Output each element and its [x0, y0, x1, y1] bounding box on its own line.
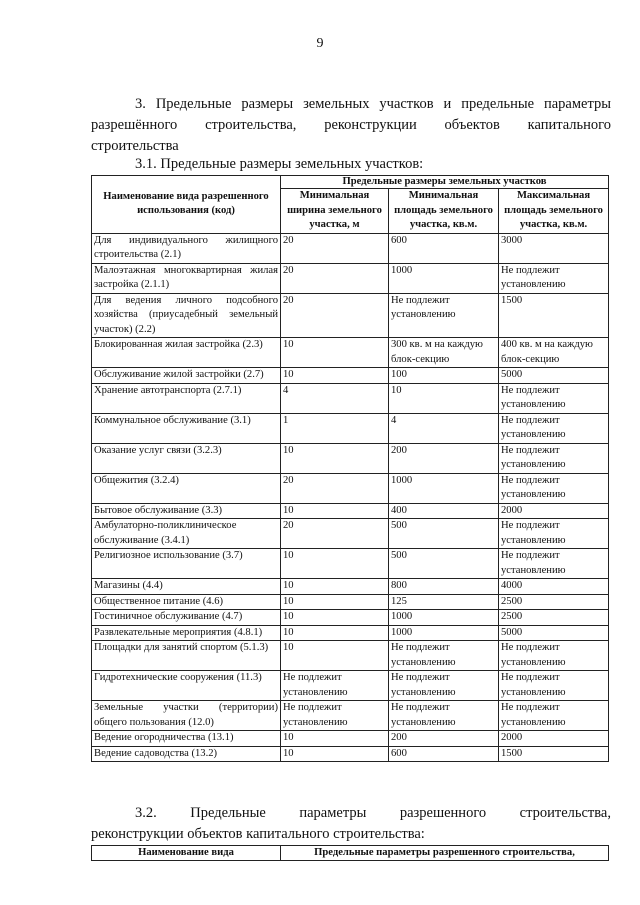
cell-min-area: 500 [389, 519, 499, 549]
cell-use-type: Обслуживание жилой застройки (2.7) [92, 368, 281, 384]
table-row [92, 443, 609, 473]
cell-use-type: Гостиничное обслуживание (4.7) [92, 610, 281, 626]
cell-max-area: 1500 [499, 293, 609, 338]
cell-min-area: 10 [389, 383, 499, 413]
cell-min-width: 20 [281, 473, 389, 503]
cell-use-type: Развлекательные мероприятия (4.8.1) [92, 625, 281, 641]
cell-min-width: 10 [281, 641, 389, 671]
table-row [92, 519, 609, 549]
cell-min-width: 10 [281, 443, 389, 473]
cell-min-area: 100 [389, 368, 499, 384]
cell-use-type: Религиозное использование (3.7) [92, 549, 281, 579]
cell-use-type: Для ведения личного подсобного хозяйства (приусадебный земельный участок) (2.2) [92, 293, 281, 338]
table-row [92, 383, 609, 413]
table-row [92, 579, 609, 595]
table-row [92, 549, 609, 579]
table-row [92, 610, 609, 626]
table-row [92, 233, 609, 263]
cell-use-type: Магазины (4.4) [92, 579, 281, 595]
cell-max-area: Не подлежит установлению [499, 701, 609, 731]
cell-min-area: 200 [389, 443, 499, 473]
cell-use-type: Для индивидуального жилищного строительства (2.1) [92, 233, 281, 263]
cell-min-area: 1000 [389, 263, 499, 293]
section-3-line-2: разрешённого строительства, реконструкции объектов капитального [91, 117, 611, 133]
cell-use-type: Гидротехнические сооружения (11.3) [92, 671, 281, 701]
table-row [92, 731, 609, 747]
land-plot-size-table [91, 175, 609, 762]
cell-use-type: Бытовое обслуживание (3.3) [92, 503, 281, 519]
cell-max-area: 2000 [499, 503, 609, 519]
cell-use-type: Общежития (3.2.4) [92, 473, 281, 503]
cell-min-area: Не подлежит установлению [389, 671, 499, 701]
cell-min-width: Не подлежит установлению [281, 671, 389, 701]
table-row [92, 625, 609, 641]
header-max-area: Максимальная площадь земельного участка, кв.м. [499, 189, 609, 234]
cell-max-area: Не подлежит установлению [499, 473, 609, 503]
cell-max-area: Не подлежит установлению [499, 413, 609, 443]
section-3-line-1: 3. Предельные размеры земельных участков и предельные параметры [135, 96, 611, 112]
cell-min-area: 800 [389, 579, 499, 595]
cell-min-area: 1000 [389, 473, 499, 503]
cell-min-width: 10 [281, 746, 389, 762]
cell-use-type: Земельные участки (территории) общего пользования (12.0) [92, 701, 281, 731]
cell-use-type: Ведение огородничества (13.1) [92, 731, 281, 747]
header-min-area: Минимальная площадь земельного участка, кв.м. [389, 189, 499, 234]
section-3-2-line-1: 3.2. Предельные параметры разрешенного строительства, [135, 805, 611, 821]
cell-max-area: 5000 [499, 368, 609, 384]
cell-max-area: 5000 [499, 625, 609, 641]
section-3-1-heading: 3.1. Предельные размеры земельных участков: [135, 156, 424, 172]
cell-min-area: Не подлежит установлению [389, 641, 499, 671]
table-header-row-1 [92, 176, 609, 189]
table-row [92, 671, 609, 701]
section-3-heading [91, 94, 611, 157]
cell-min-area: 1000 [389, 625, 499, 641]
cell-max-area: Не подлежит установлению [499, 671, 609, 701]
page-number: 9 [316, 36, 324, 51]
table-row [92, 263, 609, 293]
header-use-type: Наименование вида разрешенного использования (код) [92, 176, 281, 234]
table-row [92, 503, 609, 519]
header-plot-size-limits: Предельные размеры земельных участков [281, 176, 609, 189]
table2-header-row [92, 846, 609, 861]
cell-min-width: 10 [281, 594, 389, 610]
cell-min-area: 1000 [389, 610, 499, 626]
cell-max-area: Не подлежит установлению [499, 383, 609, 413]
table-row [92, 473, 609, 503]
cell-min-area: Не подлежит установлению [389, 701, 499, 731]
cell-use-type: Оказание услуг связи (3.2.3) [92, 443, 281, 473]
construction-parameters-table [91, 845, 609, 861]
cell-use-type: Коммунальное обслуживание (3.1) [92, 413, 281, 443]
cell-min-area: 4 [389, 413, 499, 443]
cell-use-type: Малоэтажная многоквартирная жилая застройка (2.1.1) [92, 263, 281, 293]
table2-header-parameters: Предельные параметры разрешенного строительства, [281, 846, 609, 861]
cell-max-area: Не подлежит установлению [499, 443, 609, 473]
cell-min-area: 300 кв. м на каждую блок-секцию [389, 338, 499, 368]
cell-min-width: 20 [281, 263, 389, 293]
cell-min-width: 10 [281, 579, 389, 595]
cell-max-area: 2000 [499, 731, 609, 747]
cell-max-area: 2500 [499, 610, 609, 626]
cell-min-width: 10 [281, 503, 389, 519]
table-row [92, 701, 609, 731]
cell-min-width: 20 [281, 293, 389, 338]
table2-header-use-type: Наименование вида [92, 846, 281, 861]
cell-min-width: 10 [281, 731, 389, 747]
cell-min-width: 20 [281, 519, 389, 549]
cell-use-type: Площадки для занятий спортом (5.1.3) [92, 641, 281, 671]
cell-use-type: Ведение садоводства (13.2) [92, 746, 281, 762]
cell-max-area: Не подлежит установлению [499, 549, 609, 579]
cell-max-area: 2500 [499, 594, 609, 610]
cell-max-area: 1500 [499, 746, 609, 762]
cell-min-area: Не подлежит установлению [389, 293, 499, 338]
cell-min-width: 10 [281, 625, 389, 641]
cell-min-area: 600 [389, 746, 499, 762]
cell-min-width: 10 [281, 368, 389, 384]
cell-min-area: 125 [389, 594, 499, 610]
cell-use-type: Амбулаторно-поликлиническое обслуживание (3.4.1) [92, 519, 281, 549]
cell-min-width: Не подлежит установлению [281, 701, 389, 731]
cell-min-area: 600 [389, 233, 499, 263]
cell-min-width: 4 [281, 383, 389, 413]
cell-max-area: Не подлежит установлению [499, 641, 609, 671]
cell-max-area: Не подлежит установлению [499, 263, 609, 293]
table-row [92, 746, 609, 762]
header-min-width: Минимальная ширина земельного участка, м [281, 189, 389, 234]
section-3-line-3: строительства [91, 138, 179, 154]
table-row [92, 413, 609, 443]
cell-min-area: 200 [389, 731, 499, 747]
table-row [92, 641, 609, 671]
cell-min-area: 500 [389, 549, 499, 579]
cell-use-type: Общественное питание (4.6) [92, 594, 281, 610]
cell-max-area: 400 кв. м на каждую блок-секцию [499, 338, 609, 368]
table-row [92, 338, 609, 368]
section-3-2-line-2: реконструкции объектов капитального строительства: [91, 826, 425, 842]
cell-use-type: Блокированная жилая застройка (2.3) [92, 338, 281, 368]
cell-min-width: 10 [281, 549, 389, 579]
cell-min-width: 1 [281, 413, 389, 443]
cell-min-area: 400 [389, 503, 499, 519]
section-3-2-heading [91, 803, 611, 845]
table-row [92, 293, 609, 338]
cell-max-area: Не подлежит установлению [499, 519, 609, 549]
table-row [92, 368, 609, 384]
cell-min-width: 10 [281, 610, 389, 626]
cell-use-type: Хранение автотранспорта (2.7.1) [92, 383, 281, 413]
table-row [92, 594, 609, 610]
table-body [92, 233, 609, 762]
cell-max-area: 3000 [499, 233, 609, 263]
cell-max-area: 4000 [499, 579, 609, 595]
cell-min-width: 20 [281, 233, 389, 263]
cell-min-width: 10 [281, 338, 389, 368]
